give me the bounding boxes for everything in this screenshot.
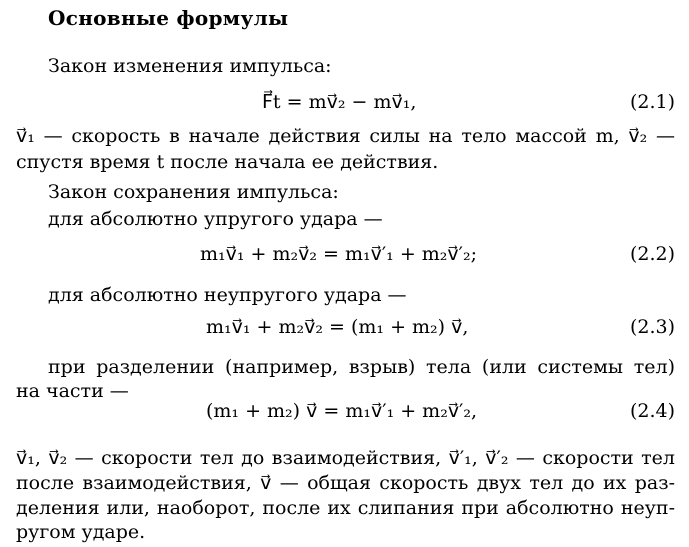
section-heading: Основные формулы (48, 6, 289, 30)
conservation-explain-line4: ругом ударе. (16, 521, 146, 543)
formula-2-3: m₁v⃗₁ + m₂v⃗₂ = (m₁ + m₂) v⃗, (206, 316, 469, 338)
formula-2-2: m₁v⃗₁ + m₂v⃗₂ = m₁v⃗′₁ + m₂v⃗′₂; (200, 243, 478, 265)
conservation-explain-line3: деления или, наоборот, после их слипания при абсолютно неуп- (16, 497, 675, 519)
formula-2-1: F⃗t = mv⃗₂ − mv⃗₁, (262, 91, 417, 113)
equation-number-2-3: (2.3) (629, 316, 675, 338)
equation-number-2-4: (2.4) (629, 400, 675, 422)
equation-number-2-2: (2.2) (629, 243, 675, 265)
separation-line2: на части — (16, 380, 129, 402)
inelastic-label: для абсолютно неупругого удара — (48, 284, 407, 306)
separation-line1: при разделении (например, взрыв) тела (или системы тел) (48, 356, 675, 378)
momentum-change-explain-line2: спустя время t после начала ее действия. (16, 151, 439, 173)
equation-number-2-1: (2.1) (629, 91, 675, 113)
momentum-change-intro: Закон изменения импульса: (48, 55, 332, 77)
elastic-label: для абсолютно упругого удара — (48, 208, 383, 230)
formula-2-4: (m₁ + m₂) v⃗ = m₁v⃗′₁ + m₂v⃗′₂, (206, 400, 478, 422)
conservation-intro: Закон сохранения импульса: (48, 181, 339, 203)
conservation-explain-line1: v⃗₁, v⃗₂ — скорости тел до взаимодействия, v⃗′₁, v⃗′₂ — скорости тел (16, 447, 675, 469)
momentum-change-explain-line1: v⃗₁ — скорость в начале действия силы на тело массой m, v⃗₂ — (16, 125, 675, 147)
conservation-explain-line2: после взаимодействия, v⃗ — общая скорость двух тел до их раз- (16, 472, 675, 494)
